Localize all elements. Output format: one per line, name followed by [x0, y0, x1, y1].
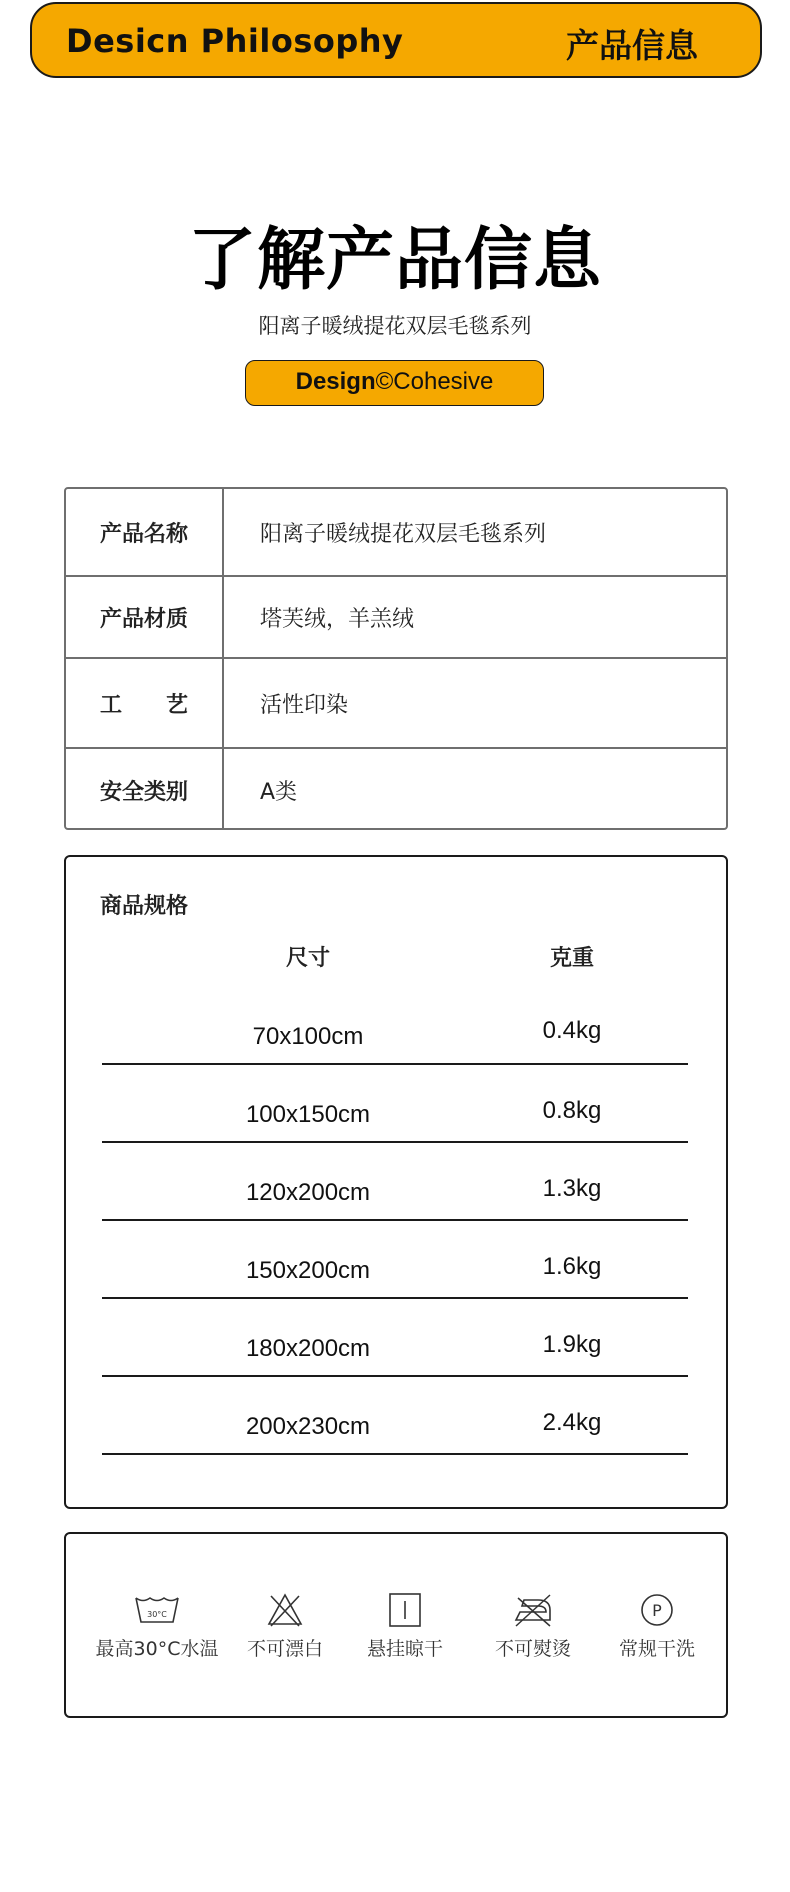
- wash-temp-text: 30°C: [147, 1610, 167, 1619]
- care-item: [340, 1592, 470, 1661]
- table-row: [102, 1143, 688, 1221]
- info-label: 安全类别: [66, 749, 224, 830]
- care-item: [468, 1592, 598, 1661]
- table-row: [102, 987, 688, 1065]
- care-instructions: [64, 1532, 728, 1718]
- spec-title: 商品规格: [100, 894, 189, 919]
- size-cell: 150x200cm: [245, 1257, 371, 1284]
- info-row: [66, 657, 726, 747]
- care-label: 不可熨烫: [494, 1638, 571, 1660]
- product-info-table: [64, 487, 728, 830]
- wash-30-icon: [134, 1592, 180, 1628]
- info-row: [66, 489, 726, 575]
- weight-cell: 1.9kg: [542, 1331, 602, 1358]
- brand-title: Desicn Philosophy: [66, 22, 404, 60]
- weight-cell: 2.4kg: [542, 1409, 602, 1436]
- table-row: [102, 1377, 688, 1455]
- size-cell: 70x100cm: [252, 1023, 364, 1050]
- dry-clean-icon: [634, 1592, 680, 1628]
- care-item: [592, 1592, 722, 1661]
- design-badge-rest: ©Cohesive: [375, 368, 494, 395]
- dry-clean-mark: P: [652, 1601, 662, 1620]
- design-badge: [245, 360, 544, 406]
- info-label: 工 艺: [66, 659, 224, 747]
- page-title: 了解产品信息: [187, 221, 602, 300]
- care-item: [220, 1592, 350, 1661]
- product-series-subtitle: 阳离子暖绒提花双层毛毯系列: [258, 314, 532, 338]
- table-row: [102, 1221, 688, 1299]
- info-row: [66, 747, 726, 830]
- info-value: 活性印染: [260, 692, 349, 718]
- info-label: 产品材质: [66, 577, 224, 657]
- weight-cell: 1.3kg: [542, 1175, 602, 1202]
- weight-cell: 0.4kg: [542, 1017, 602, 1044]
- weight-cell: 0.8kg: [542, 1097, 602, 1124]
- info-value: A类: [260, 780, 298, 805]
- info-row: [66, 575, 726, 657]
- table-row: [102, 1299, 688, 1377]
- care-label: 常规干洗: [618, 1638, 695, 1660]
- care-item: [92, 1592, 222, 1661]
- no-iron-icon: [510, 1592, 556, 1628]
- size-cell: 180x200cm: [245, 1335, 371, 1362]
- weight-cell: 1.6kg: [542, 1253, 602, 1280]
- col-header-weight: 克重: [549, 946, 594, 971]
- info-value: 阳离子暖绒提花双层毛毯系列: [260, 521, 547, 547]
- size-cell: 120x200cm: [245, 1179, 371, 1206]
- info-value: 塔芙绒，羊羔绒: [260, 606, 415, 632]
- info-label: 产品名称: [66, 489, 224, 575]
- care-label: 悬挂晾干: [366, 1638, 443, 1660]
- col-header-size: 尺寸: [285, 946, 330, 971]
- table-row: [102, 1065, 688, 1143]
- section-tag: 产品信息: [566, 26, 698, 65]
- hang-dry-icon: [382, 1592, 428, 1628]
- header-bar: [30, 2, 762, 78]
- design-badge-bold: Design: [295, 368, 376, 395]
- spec-table: [64, 855, 728, 1509]
- no-bleach-icon: [262, 1592, 308, 1628]
- size-cell: 100x150cm: [245, 1101, 371, 1128]
- care-label: 不可漂白: [246, 1638, 323, 1660]
- care-label: 最高30°C水温: [95, 1638, 219, 1660]
- size-cell: 200x230cm: [245, 1413, 371, 1440]
